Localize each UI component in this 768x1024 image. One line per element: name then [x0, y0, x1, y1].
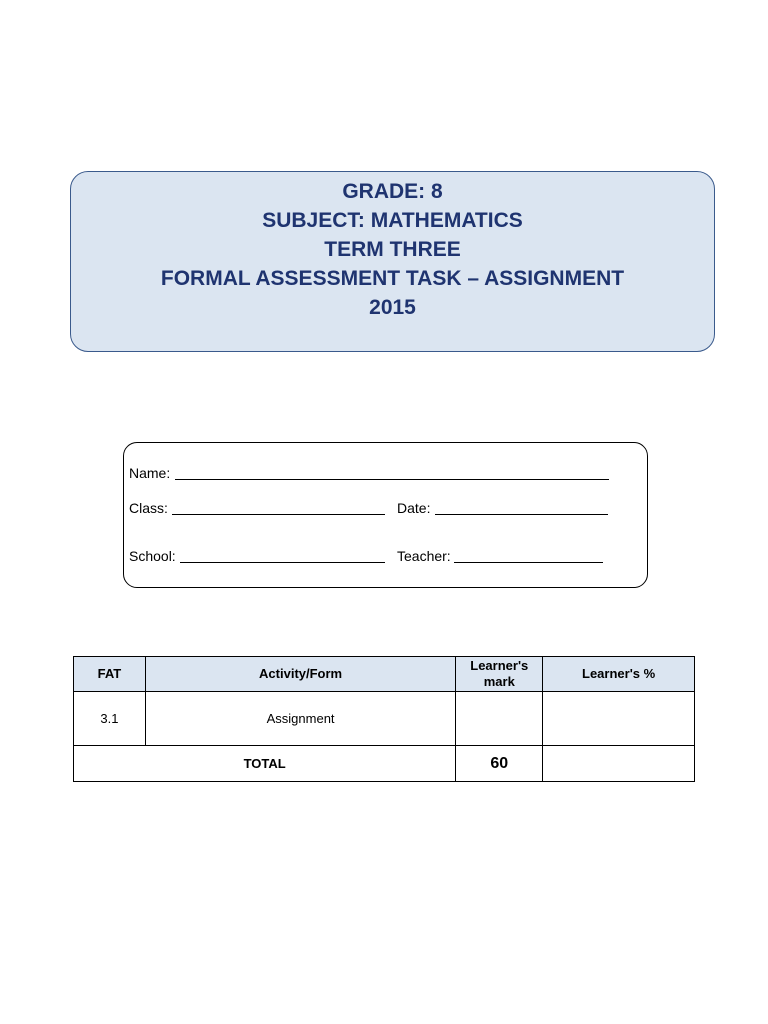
school-field[interactable] — [180, 548, 385, 563]
term-heading: TERM THREE — [324, 238, 461, 261]
teacher-field[interactable] — [454, 548, 603, 563]
header-learner-mark: Learner's mark — [456, 657, 543, 692]
learner-percent-cell[interactable] — [543, 692, 695, 746]
class-label: Class: — [129, 500, 168, 516]
total-percent-cell[interactable] — [543, 746, 695, 782]
table-header-row — [74, 657, 695, 692]
header-fat: FAT — [74, 657, 146, 692]
activity-cell: Assignment — [145, 692, 455, 746]
header-activity: Activity/Form — [145, 657, 455, 692]
subject-heading: SUBJECT: MATHEMATICS — [262, 209, 523, 232]
name-field[interactable] — [175, 465, 609, 480]
date-label: Date: — [397, 500, 431, 516]
title-box — [70, 171, 715, 352]
total-row — [74, 746, 695, 782]
class-field[interactable] — [172, 500, 385, 515]
header-learner-percent: Learner's % — [543, 657, 695, 692]
learner-info-box — [123, 442, 648, 588]
total-value: 60 — [456, 746, 543, 782]
teacher-label: Teacher: — [397, 548, 451, 564]
fat-cell: 3.1 — [74, 692, 146, 746]
learner-mark-cell[interactable] — [456, 692, 543, 746]
total-label: TOTAL — [74, 746, 456, 782]
date-field[interactable] — [435, 500, 608, 515]
grade-heading: GRADE: 8 — [342, 180, 443, 203]
name-label: Name: — [129, 465, 171, 481]
school-label: School: — [129, 548, 176, 564]
table-row — [74, 692, 695, 746]
marks-table — [73, 656, 695, 782]
task-heading: FORMAL ASSESSMENT TASK – ASSIGNMENT — [160, 267, 625, 290]
year-heading: 2015 — [369, 296, 416, 319]
